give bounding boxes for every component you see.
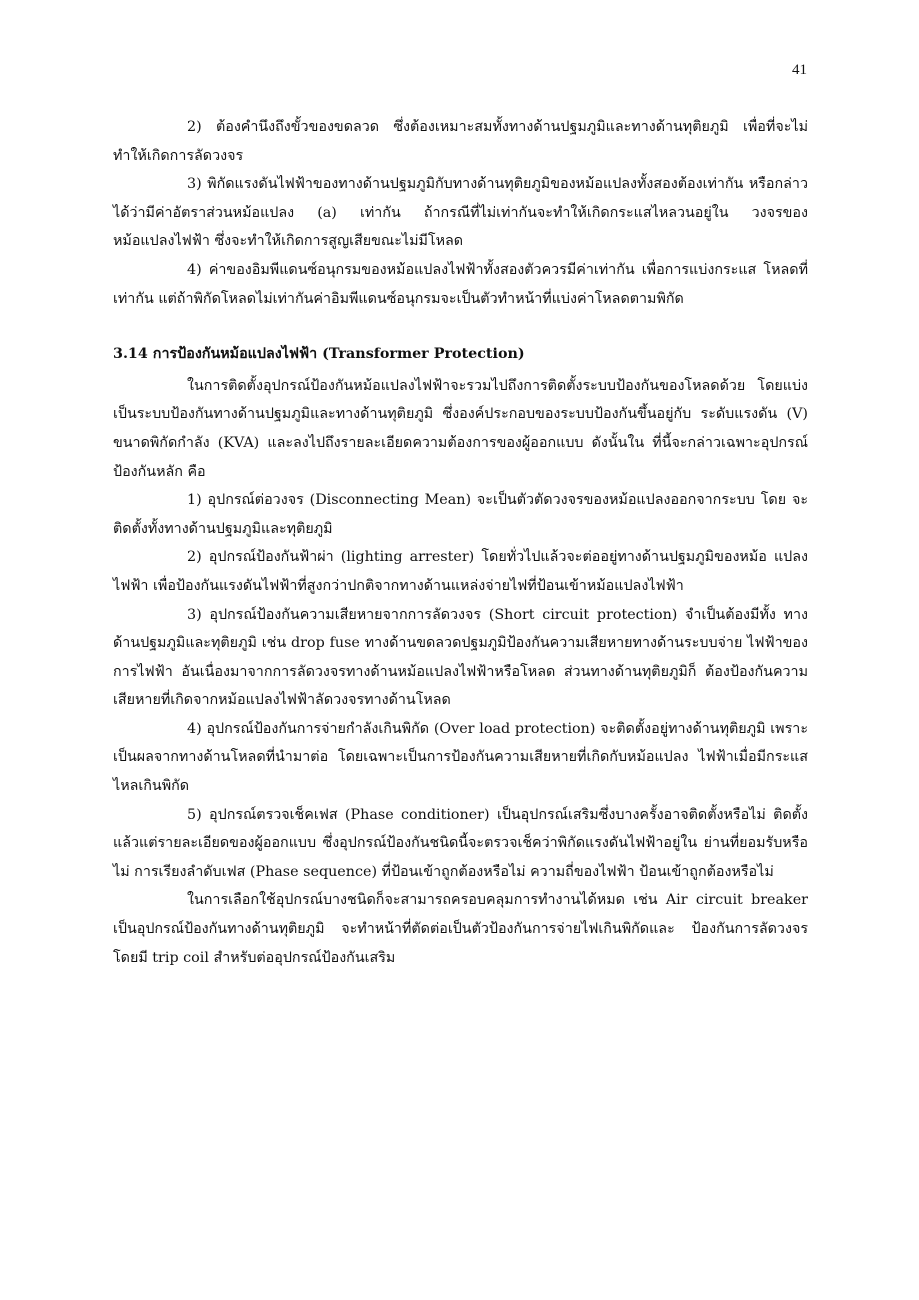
section-heading: 3.14 การป้องกันหม้อแปลงไฟฟ้า (Transformer Protection) (113, 346, 525, 363)
list-item: 3) อุปกรณ์ป้องกันความเสียหายจากการลัดวงจร (Short circuit protection) จำเป็นต้องมีทั้ง ทางด้านปฐมภูมิและทุติยภูมิ เช่น drop fuse ทางด้านขดลวดปฐมภูมิป้องกันความเสียหายทางด้านระบบจ่าย ไฟฟ้าของการไฟฟ้า อันเนื่องมาจากการลัดวงจรทางด้านหม้อแปลงไฟฟ้าหรือโหลด ส่วนทางด้านทุติยภูมิก็ ต้องป้องกันความเสียหายที่เกิดจากหม้อแปลงไฟฟ้าลัดวงจรทางด้านโหลด (113, 606, 808, 709)
list-item: 2) อุปกรณ์ป้องกันฟ้าผ่า (lighting arrester) โดยทั่วไปแล้วจะต่ออยู่ทางด้านปฐมภูมิของหม้อ แปลงไฟฟ้า เพื่อป้องกันแรงดันไฟฟ้าที่สูงกว่าปกติจากทางด้านแหล่งจ่ายไฟที่ป้อนเข้าหม้อแปลงไฟฟ้า (113, 549, 808, 594)
page-number: 41 (792, 62, 807, 78)
closing-paragraph: ในการเลือกใช้อุปกรณ์บางชนิดก็จะสามารถครอบคลุมการทำงานได้หมด เช่น Air circuit breaker เป็นอุปกรณ์ป้องกันทางด้านทุติยภูมิ จะทำหน้าที่ตัดต่อเป็นตัวป้องกันการจ่ายไฟเกินพิกัดและ ป้องกันการลัดวงจร โดยมี trip coil สำหรับต่ออุปกรณ์ป้องกันเสริม (113, 892, 808, 966)
list-item: 4) ค่าของอิมพีแดนซ์อนุกรมของหม้อแปลงไฟฟ้าทั้งสองตัวควรมีค่าเท่ากัน เพื่อการแบ่งกระแส โหลดที่เท่ากัน แต่ถ้าพิกัดโหลดไม่เท่ากันค่าอิมพีแดนซ์อนุกรมจะเป็นตัวทำหน้าที่แบ่งค่าโหลดตามพิกัด (113, 261, 808, 307)
section-spacer (113, 313, 808, 340)
list-item: 2) ต้องคำนึงถึงขั้วของขดลวด ซึ่งต้องเหมาะสมทั้งทางด้านปฐมภูมิและทางด้านทุติยภูมิ เพื่อที่จะไม่ทำให้เกิดการลัดวงจร (113, 119, 808, 164)
list-item: 5) อุปกรณ์ตรวจเช็คเฟส (Phase conditioner) เป็นอุปกรณ์เสริมซึ่งบางครั้งอาจติดตั้งหรือไม่ ติดตั้งแล้วแต่รายละเอียดของผู้ออกแบบ ซึ่งอุปกรณ์ป้องกันชนิดนี้จะตรวจเช็คว่าพิกัดแรงดันไฟฟ้าอยู่ใน ย่านที่ยอมรับหรือไม่ การเรียงลำดับเฟส (Phase sequence) ที่ป้อนเข้าถูกต้องหรือไม่ ความถี่ของไฟฟ้า ป้อนเข้าถูกต้องหรือไม่ (113, 806, 808, 880)
list-item: 1) อุปกรณ์ต่อวงจร (Disconnecting Mean) จะเป็นตัวตัดวงจรของหม้อแปลงออกจากระบบ โดย จะติดตั้งทั้งทางด้านปฐมภูมิและทุติยภูมิ (113, 492, 808, 537)
list-item: 4) อุปกรณ์ป้องกันการจ่ายกำลังเกินพิกัด (Over load protection) จะติดตั้งอยู่ทางด้านทุติยภูมิ เพราะเป็นผลจากทางด้านโหลดที่นำมาต่อ โดยเฉพาะเป็นการป้องกันความเสียหายที่เกิดกับหม้อแปลง ไฟฟ้าเมื่อมีกระแสไหลเกินพิกัด (113, 720, 808, 795)
list-item: 3) พิกัดแรงดันไฟฟ้าของทางด้านปฐมภูมิกับทางด้านทุติยภูมิของหม้อแปลงทั้งสองต้องเท่ากัน หรือกล่าวได้ว่ามีค่าอัตราส่วนหม้อแปลง (a) เท่ากัน ถ้ากรณีที่ไม่เท่ากันจะทำให้เกิดกระแสไหลวนอยู่ใน วงจรของหม้อแปลงไฟฟ้า ซึ่งจะทำให้เกิดการสูญเสียขณะไม่มีโหลด (113, 176, 808, 250)
section-intro-paragraph: ในการติดตั้งอุปกรณ์ป้องกันหม้อแปลงไฟฟ้าจะรวมไปถึงการติดตั้งระบบป้องกันของโหลดด้วย โดยแบ่งเป็นระบบป้องกันทางด้านปฐมภูมิและทางด้านทุติยภูมิ ซึ่งองค์ประกอบของระบบป้องกันขึ้นอยู่กับ ระดับแรงดัน (V) ขนาดพิกัดกำลัง (KVA) และลงไปถึงรายละเอียดความต้องการของผู้ออกแบบ ดังนั้นใน ที่นี้จะกล่าวเฉพาะอุปกรณ์ป้องกันหลัก คือ (113, 377, 808, 480)
page-content (113, 113, 808, 972)
